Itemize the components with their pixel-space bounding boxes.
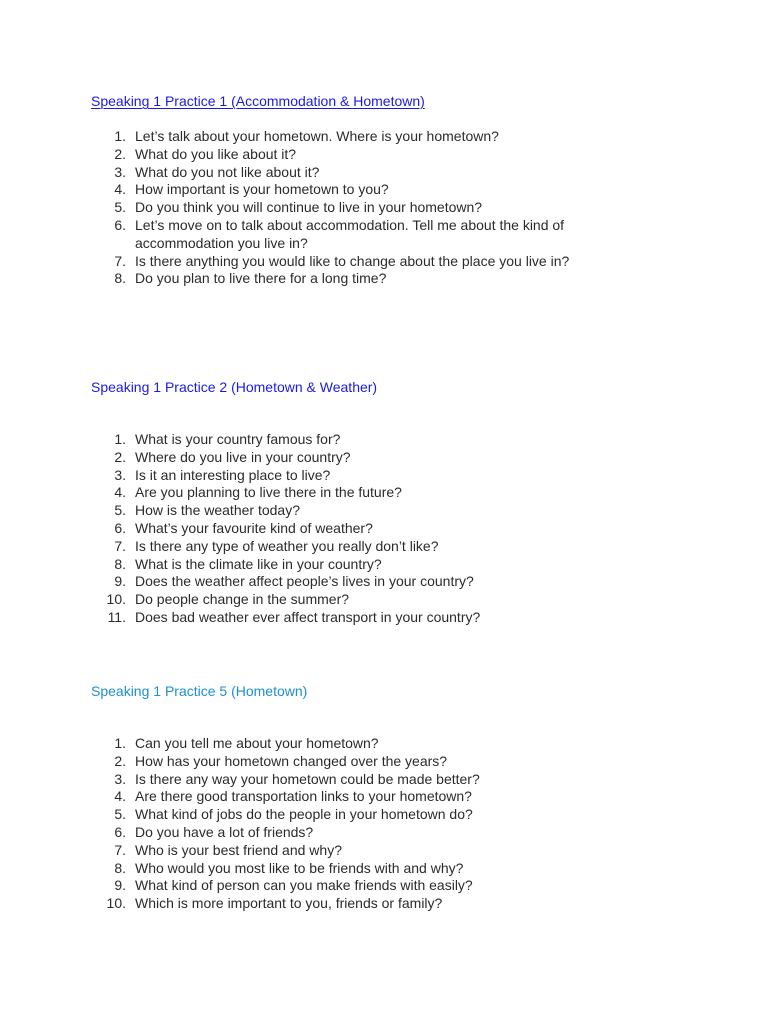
item-number: 9.: [114, 877, 126, 894]
item-number: 8.: [114, 270, 126, 287]
question-text: Are you planning to live there in the future?: [135, 484, 402, 501]
item-number: 2.: [114, 752, 126, 769]
question-text: Which is more important to you, friends or family?: [135, 895, 443, 912]
section-heading: Speaking 1 Practice 5 (Hometown): [91, 683, 308, 699]
item-number: 6.: [114, 519, 126, 536]
list-item: [100, 181, 640, 199]
question-text: Do you have a lot of friends?: [135, 823, 314, 840]
list-item: [100, 538, 640, 556]
item-number: 7.: [114, 841, 126, 858]
section-heading-link[interactable]: Speaking 1 Practice 1 (Accommodation & Hometown): [91, 93, 425, 109]
list-item: [100, 895, 640, 913]
list-item: [100, 842, 640, 860]
item-number: 3.: [114, 163, 126, 180]
question-text: Does bad weather ever affect transport in your country?: [135, 608, 481, 625]
question-text: What kind of person can you make friends with easily?: [135, 877, 473, 894]
list-item: [100, 270, 640, 288]
list-item: [100, 806, 640, 824]
item-number: 7.: [114, 252, 126, 269]
question-text: Are there good transportation links to your hometown?: [135, 788, 472, 805]
item-number: 3.: [114, 770, 126, 787]
item-number: 9.: [114, 573, 126, 590]
list-item: [100, 164, 640, 182]
question-text: Does the weather affect people’s lives in your country?: [135, 573, 474, 590]
question-text: Let’s talk about your hometown. Where is your hometown?: [135, 128, 499, 144]
item-number: 1.: [114, 128, 126, 144]
item-number: 10.: [106, 591, 126, 608]
question-text: What is your country famous for?: [135, 431, 341, 447]
list-item: [100, 146, 640, 164]
item-number: 4.: [114, 788, 126, 805]
question-text: How important is your hometown to you?: [135, 181, 389, 198]
list-item: [100, 609, 640, 627]
list-item: [100, 449, 640, 467]
list-item: [100, 771, 640, 789]
list-item: [100, 860, 640, 878]
question-text: What do you like about it?: [135, 145, 297, 162]
list-item: [100, 573, 640, 591]
item-number: 1.: [114, 735, 126, 751]
list-item: [100, 217, 640, 253]
question-text: Is it an interesting place to live?: [135, 466, 331, 483]
question-list: [100, 735, 640, 913]
list-item: [100, 502, 640, 520]
item-number: 2.: [114, 145, 126, 162]
list-item: [100, 128, 640, 146]
section-heading: Speaking 1 Practice 2 (Hometown & Weather): [91, 379, 378, 395]
question-list: [100, 431, 640, 627]
item-number: 10.: [106, 895, 126, 912]
question-text: Where do you live in your country?: [135, 448, 351, 465]
list-item: [100, 735, 640, 753]
item-number: 4.: [114, 484, 126, 501]
question-text: Do you think you will continue to live in your hometown?: [135, 199, 483, 216]
question-list: [100, 128, 640, 288]
list-item: [100, 431, 640, 449]
item-number: 11.: [107, 608, 126, 625]
item-number: 3.: [114, 466, 126, 483]
item-number: 6.: [114, 823, 126, 840]
question-text: Who is your best friend and why?: [135, 841, 342, 858]
question-text: How is the weather today?: [135, 502, 300, 519]
item-number: 5.: [114, 806, 126, 823]
item-number: 7.: [114, 537, 126, 554]
question-text: Is there any type of weather you really don’t like?: [135, 537, 439, 554]
list-item: [100, 824, 640, 842]
list-item: [100, 877, 640, 895]
question-text: Let’s move on to talk about accommodation. Tell me about the kind of accommodation you live in?: [135, 216, 565, 251]
question-text: Do you plan to live there for a long time?: [135, 270, 387, 287]
question-text: Who would you most like to be friends with and why?: [135, 859, 464, 876]
item-number: 6.: [114, 216, 126, 233]
question-text: Is there any way your hometown could be made better?: [135, 770, 480, 787]
list-item: [100, 556, 640, 574]
list-item: [100, 467, 640, 485]
question-text: What’s your favourite kind of weather?: [135, 519, 373, 536]
question-text: What is the climate like in your country?: [135, 555, 382, 572]
question-text: Do people change in the summer?: [135, 591, 350, 608]
item-number: 5.: [114, 502, 126, 519]
question-text: Is there anything you would like to change about the place you live in?: [135, 252, 570, 269]
list-item: [100, 199, 640, 217]
list-item: [100, 484, 640, 502]
item-number: 8.: [114, 555, 126, 572]
item-number: 8.: [114, 859, 126, 876]
list-item: [100, 253, 640, 271]
item-number: 4.: [114, 181, 126, 198]
question-text: How has your hometown changed over the years?: [135, 752, 448, 769]
question-text: What kind of jobs do the people in your hometown do?: [135, 806, 473, 823]
list-item: [100, 520, 640, 538]
list-item: [100, 591, 640, 609]
question-text: What do you not like about it?: [135, 163, 320, 180]
question-text: Can you tell me about your hometown?: [135, 735, 379, 751]
list-item: [100, 753, 640, 771]
list-item: [100, 788, 640, 806]
item-number: 1.: [114, 431, 126, 447]
item-number: 5.: [114, 199, 126, 216]
item-number: 2.: [114, 448, 126, 465]
